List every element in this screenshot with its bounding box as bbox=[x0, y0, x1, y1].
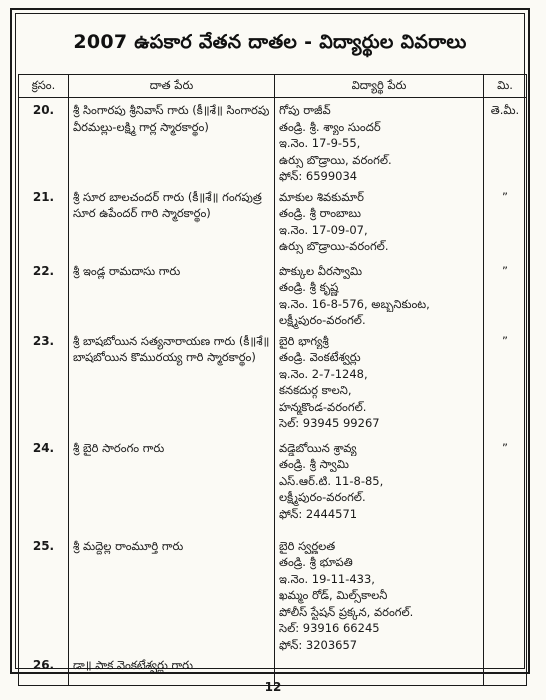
cell-mark bbox=[484, 534, 527, 654]
student-detail-line: తండ్రి. శ్రీ భూపతి bbox=[279, 555, 353, 569]
student-detail-line: ఫోన్: 2444571 bbox=[279, 506, 358, 521]
student-detail-line: ఉర్సు బొడ్రాయి-వరంగల్. bbox=[279, 239, 389, 253]
student-detail-line: కనకదుర్గ కాలని, bbox=[279, 383, 352, 397]
table-row bbox=[19, 329, 527, 436]
student-detail-line: హన్మకొండ-వరంగల్. bbox=[279, 399, 367, 414]
cell-donor: డా॥ పాక వెంకటేశ్వర్లు గారు bbox=[69, 653, 275, 685]
student-detail-line: గోపు రాజీవ్ bbox=[279, 103, 331, 117]
header-donor: దాత పేరు bbox=[69, 75, 275, 98]
student-detail-line: లక్ష్మీపురం-వరంగల్. bbox=[279, 490, 366, 504]
student-detail-line: ఉర్సు బొడ్రాయి, వరంగల్. bbox=[279, 152, 392, 167]
student-detail-line: తండ్రి. శ్రీ. శ్యాం సుందర్ bbox=[279, 119, 381, 134]
table-header-row bbox=[19, 75, 527, 98]
student-detail-line: ఇ.నెం. 16-8-576, అబ్బనికుంట, bbox=[279, 296, 430, 311]
page-number: 12 bbox=[264, 680, 282, 694]
student-detail-line: తండ్రి. శ్రీ కృష్ణ bbox=[279, 280, 339, 294]
cell-mark: ” bbox=[484, 436, 527, 534]
cell-student bbox=[275, 436, 484, 534]
cell-donor: శ్రీ ఇండ్ల రామదాసు గారు bbox=[69, 259, 275, 329]
donor-student-table bbox=[18, 74, 527, 686]
cell-mark: ” bbox=[484, 259, 527, 329]
student-detail-line: తండ్రి. శ్రీ స్వామి bbox=[279, 457, 349, 471]
page-frame-inner bbox=[15, 13, 525, 672]
cell-student bbox=[275, 329, 484, 436]
cell-sno: 26. bbox=[19, 653, 69, 685]
cell-donor: శ్రీ మద్దెల్ల రాంమూర్తి గారు bbox=[69, 534, 275, 654]
student-detail-line: ఫోన్: 3203657 bbox=[279, 637, 358, 652]
student-detail-line: తండ్రి. వెంకటేశ్వర్లు bbox=[279, 350, 361, 364]
cell-mark: ” bbox=[484, 329, 527, 436]
page-title: 2007 ఉపకార వేతన దాతల - విద్యార్థుల వివరాలు bbox=[73, 31, 467, 53]
student-detail-line: ఫోన్: 6599034 bbox=[279, 169, 358, 183]
cell-sno: 20. bbox=[19, 98, 69, 185]
header-student: విద్యార్థి పేరు bbox=[275, 75, 484, 98]
cell-student bbox=[275, 534, 484, 654]
student-detail-line: వడ్డెబోయిన శ్రావ్య bbox=[279, 440, 357, 455]
student-detail-line: ఎస్.ఆర్.టి. 11-8-85, bbox=[279, 473, 384, 488]
cell-sno: 21. bbox=[19, 185, 69, 259]
student-detail-line: ఇ.నెం. 2-7-1248, bbox=[279, 366, 368, 381]
table-row bbox=[19, 259, 527, 329]
table-row bbox=[19, 185, 527, 259]
student-detail-line: పొక్కుల వీరస్వామి bbox=[279, 263, 363, 278]
cell-donor: శ్రీ బాషబోయిన సత్యనారాయణ గారు (కీ॥శే॥ బాషబోయిన కొమురయ్య గారి స్మారకార్థం) bbox=[69, 329, 275, 436]
cell-sno: 23. bbox=[19, 329, 69, 436]
cell-donor: శ్రీ బైరి సారంగం గారు bbox=[69, 436, 275, 534]
student-detail-line: లక్ష్మీపురం-వరంగల్. bbox=[279, 313, 366, 327]
student-detail-line: తండ్రి. శ్రీ రాంబాబు bbox=[279, 206, 361, 220]
header-sno: క్రసం. bbox=[19, 75, 69, 98]
cell-mark: ” bbox=[484, 185, 527, 259]
student-detail-line: మాకుల శివకుమార్ bbox=[279, 189, 364, 204]
student-detail-line: ఇ.నెం. 17-9-55, bbox=[279, 136, 361, 150]
table-row bbox=[19, 534, 527, 654]
page-frame bbox=[10, 8, 530, 674]
cell-student bbox=[275, 98, 484, 185]
cell-sno: 22. bbox=[19, 259, 69, 329]
student-detail-line: బైరి భాగ్యశ్రీ bbox=[279, 333, 329, 348]
student-detail-line: బైరి స్వర్ణలత bbox=[279, 538, 336, 553]
cell-student bbox=[275, 259, 484, 329]
cell-sno: 25. bbox=[19, 534, 69, 654]
cell-donor: శ్రీ సింగారపు శ్రీనివాస్ గారు (కీ॥శే॥ సింగారపు వీరమల్లు-లక్ష్మి గార్ల స్మారకార్థం) bbox=[69, 98, 275, 185]
cell-sno: 24. bbox=[19, 436, 69, 534]
student-detail-line: ఖమ్మం రోడ్, మిల్స్‌కాలనీ bbox=[279, 588, 388, 602]
student-detail-line: ఇ.నెం. 17-09-07, bbox=[279, 222, 368, 237]
student-detail-line: సెల్: 93945 99267 bbox=[279, 416, 380, 430]
student-detail-line: సెల్: 93916 66245 bbox=[279, 621, 380, 635]
student-detail-line: ఇ.నెం. 19-11-433, bbox=[279, 571, 375, 586]
student-detail-line: పోలీస్ స్టేషన్ ప్రక్కన, వరంగల్. bbox=[279, 604, 414, 619]
table-body bbox=[19, 98, 527, 686]
table-row bbox=[19, 98, 527, 185]
table-row bbox=[19, 436, 527, 534]
cell-mark: తె.మీ. bbox=[484, 98, 527, 185]
header-mark: మి. bbox=[484, 75, 527, 98]
cell-donor: శ్రీ సూర బాలచందర్ గారు (కీ॥శే॥ గంగపుత్ర సూర ఉపేందర్ గారి స్మారకార్థం) bbox=[69, 185, 275, 259]
cell-student bbox=[275, 185, 484, 259]
